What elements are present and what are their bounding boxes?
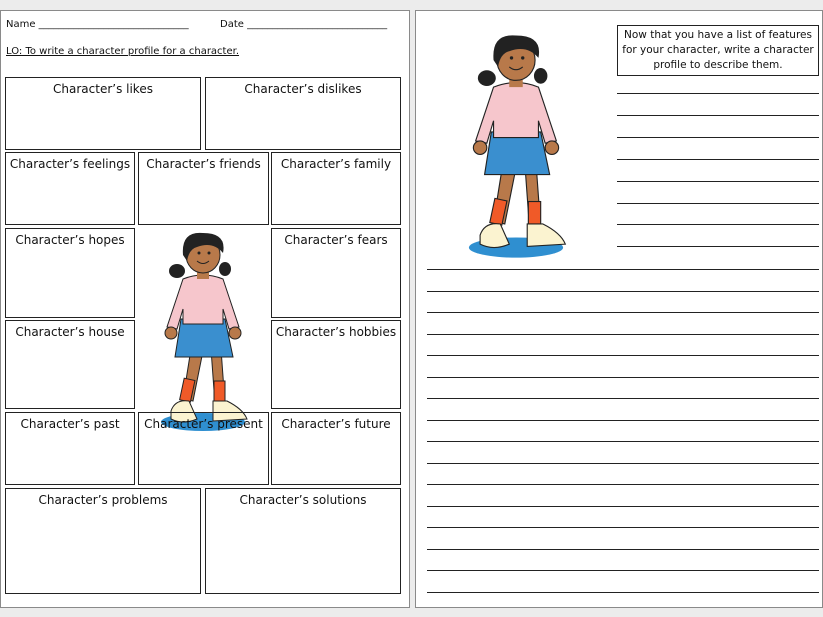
- writing-line[interactable]: [617, 181, 819, 182]
- writing-line[interactable]: [427, 463, 819, 464]
- writing-line[interactable]: [617, 246, 819, 247]
- present-box[interactable]: Character’s present: [138, 412, 269, 485]
- likes-box[interactable]: Character’s likes: [5, 77, 201, 150]
- writing-line[interactable]: [427, 549, 819, 550]
- character-profile-page: [415, 10, 823, 608]
- writing-line[interactable]: [617, 224, 819, 225]
- problems-box[interactable]: Character’s problems: [5, 488, 201, 594]
- girl-illustration: [153, 229, 253, 434]
- writing-line[interactable]: [617, 159, 819, 160]
- writing-line[interactable]: [617, 137, 819, 138]
- name-field[interactable]: Name ______________________________: [6, 19, 189, 30]
- writing-line[interactable]: [427, 441, 819, 442]
- feelings-box[interactable]: Character’s feelings: [5, 152, 135, 225]
- writing-line[interactable]: [427, 506, 819, 507]
- writing-line[interactable]: [427, 355, 819, 356]
- writing-line[interactable]: [427, 592, 819, 593]
- writing-line[interactable]: [427, 570, 819, 571]
- writing-line[interactable]: [427, 420, 819, 421]
- instruction-box: Now that you have a list of features for your character, write a character profile to describe them.: [617, 25, 819, 76]
- writing-line[interactable]: [617, 93, 819, 94]
- writing-line[interactable]: [427, 398, 819, 399]
- fears-box[interactable]: Character’s fears: [271, 228, 401, 318]
- date-field[interactable]: Date ____________________________: [220, 19, 388, 30]
- writing-line[interactable]: [427, 527, 819, 528]
- dislikes-box[interactable]: Character’s dislikes: [205, 77, 401, 150]
- writing-line[interactable]: [427, 377, 819, 378]
- writing-line[interactable]: [427, 291, 819, 292]
- character-features-page: [0, 10, 410, 608]
- writing-line[interactable]: [427, 312, 819, 313]
- future-box[interactable]: Character’s future: [271, 412, 401, 485]
- family-box[interactable]: Character’s family: [271, 152, 401, 225]
- writing-line[interactable]: [617, 115, 819, 116]
- writing-line[interactable]: [427, 484, 819, 485]
- writing-line[interactable]: [427, 269, 819, 270]
- solutions-box[interactable]: Character’s solutions: [205, 488, 401, 594]
- girl-illustration: [456, 31, 576, 261]
- past-box[interactable]: Character’s past: [5, 412, 135, 485]
- hobbies-box[interactable]: Character’s hobbies: [271, 320, 401, 409]
- friends-box[interactable]: Character’s friends: [138, 152, 269, 225]
- house-box[interactable]: Character’s house: [5, 320, 135, 409]
- hopes-box[interactable]: Character’s hopes: [5, 228, 135, 318]
- writing-line[interactable]: [617, 203, 819, 204]
- writing-line[interactable]: [427, 334, 819, 335]
- learning-objective: LO: To write a character profile for a character.: [6, 46, 240, 57]
